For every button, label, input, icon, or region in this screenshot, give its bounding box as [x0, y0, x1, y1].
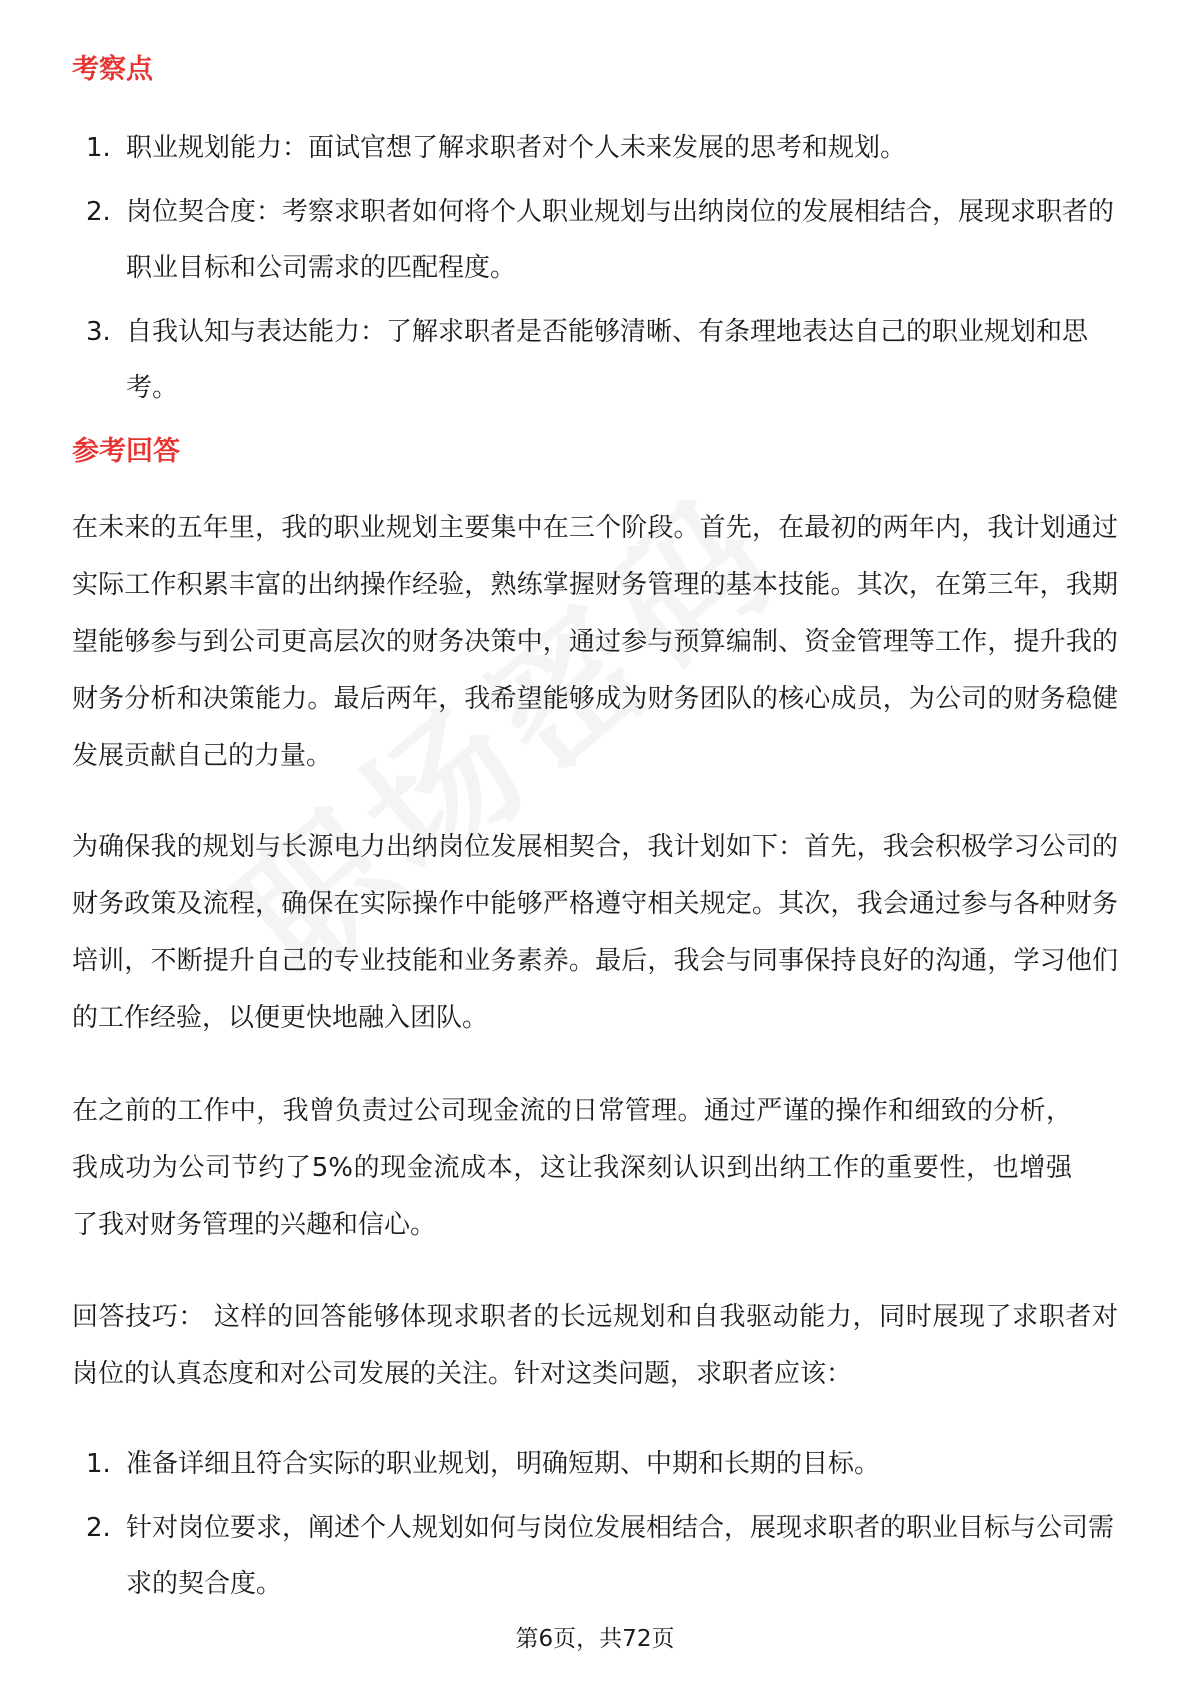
- list-item: [72, 120, 1118, 176]
- list-item-text: 准备详细且符合实际的职业规划，明确短期、中期和长期的目标。: [126, 1449, 881, 1479]
- list-item: [72, 1436, 1118, 1492]
- answer-paragraph-1: 在未来的五年里，我的职业规划主要集中在三个阶段。首先，在最初的两年内，我计划通过实际工作积累丰富的出纳操作经验，熟练掌握财务管理的基本技能。其次，在第三年，我期望能够参与到公司更高层次的财务决策中，通过参与预算编制、资金管理等工作，提升我的财务分析和决策能力。最后两年，我希望能够成为财务团队的核心成员，为公司的财务稳健发展贡献自己的力量。: [72, 513, 1118, 771]
- list-item-text: 针对岗位要求，阐述个人规划如何与岗位发展相结合，展现求职者的职业目标与公司需求的契合度。: [126, 1513, 1115, 1599]
- list-item-text: 自我认知与表达能力：了解求职者是否能够清晰、有条理地表达自己的职业规划和思考。: [126, 317, 1089, 403]
- list-item: [72, 184, 1118, 296]
- list-number: 2.: [86, 197, 111, 227]
- answer-tips-intro: 回答技巧： 这样的回答能够体现求职者的长远规划和自我驱动能力，同时展现了求职者对岗位的认真态度和对公司发展的关注。针对这类问题，求职者应该：: [72, 1302, 1118, 1389]
- list-number: 1.: [86, 133, 111, 163]
- list-item-text: 职业规划能力：面试官想了解求职者对个人未来发展的思考和规划。: [126, 133, 907, 163]
- list-number: 1.: [86, 1449, 111, 1479]
- list-item: [72, 304, 1118, 416]
- section-title-kaochadian: 考察点: [72, 54, 153, 85]
- kaochadian-list: [72, 120, 1118, 424]
- section-title-cankao: 参考回答: [72, 436, 180, 467]
- list-item: [72, 1500, 1118, 1612]
- list-item-text: 岗位契合度：考察求职者如何将个人职业规划与出纳岗位的发展相结合，展现求职者的职业目标和公司需求的匹配程度。: [126, 197, 1115, 283]
- answer-paragraph-2: 为确保我的规划与长源电力出纳岗位发展相契合，我计划如下：首先，我会积极学习公司的财务政策及流程，确保在实际操作中能够严格遵守相关规定。其次，我会通过参与各种财务培训，不断提升自己的专业技能和业务素养。最后，我会与同事保持良好的沟通，学习他们的工作经验，以便更快地融入团队。: [72, 832, 1118, 1033]
- list-number: 3.: [86, 317, 111, 347]
- tips-list: [72, 1436, 1118, 1620]
- list-number: 2.: [86, 1513, 111, 1543]
- page-footer: 第6页，共72页: [515, 1626, 675, 1652]
- answer-paragraph-3: 在之前的工作中，我曾负责过公司现金流的日常管理。通过严谨的操作和细致的分析，我成功为公司节约了5%的现金流成本，这让我深刻认识到出纳工作的重要性，也增强了我对财务管理的兴趣和信心。: [72, 1096, 1072, 1240]
